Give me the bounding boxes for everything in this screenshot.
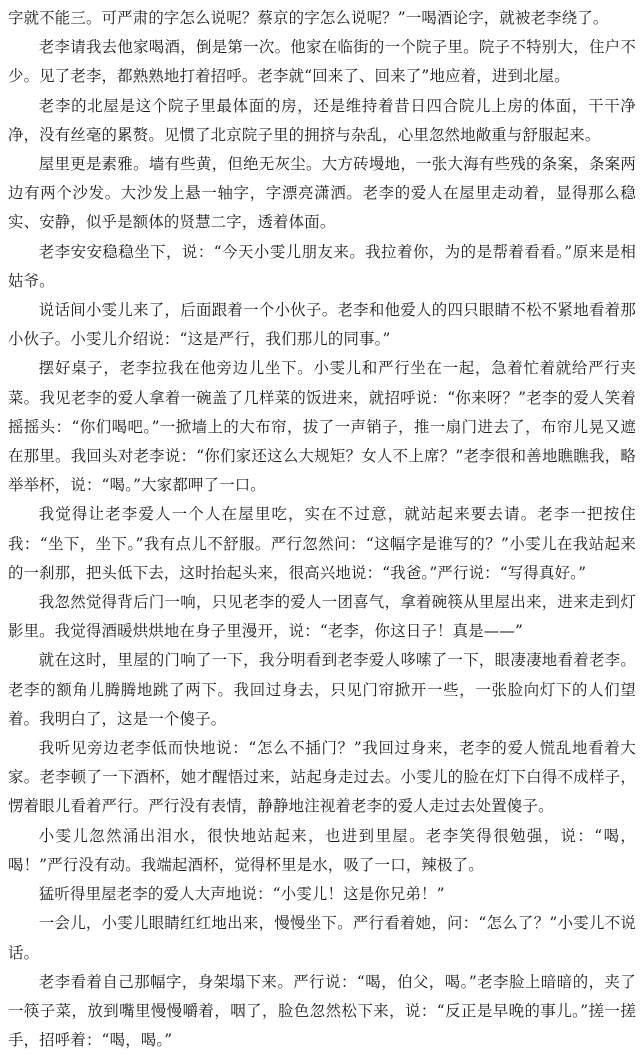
paragraph: 小雯儿忽然涌出泪水，很快地站起来，也进到里屋。老李笑得很勉强，说：“喝，喝！”严行没有动。我端起酒杯，觉得杯里是水，吸了一口，辣极了。 [8, 826, 636, 874]
paragraph: 说话间小雯儿来了，后面跟着一个小伙子。老李和他爱人的四只眼睛不松不紧地看着那小伙子。小雯儿介绍说：“这是严行，我们那儿的同事。” [8, 301, 636, 349]
paragraph: 老李看着自己那幅字，身架塌下来。严行说：“喝，伯父，喝。”老李脸上暗暗的，夹了一筷子菜，放到嘴里慢慢嚼着，咽了，脸色忽然松下来，说：“反正是早晚的事儿。”搓一搓手，招呼着：“喝，喝。” [8, 972, 636, 1050]
paragraph: 老李的北屋是这个院子里最体面的房，还是维持着昔日四合院儿上房的体面，干干净净，没有丝毫的累赘。见惯了北京院子里的拥挤与杂乱，心里忽然地敞重与舒服起来。 [8, 96, 636, 144]
paragraph: 我觉得让老李爱人一个人在屋里吃，实在不过意，就站起来要去请。老李一把按住我：“坐下，坐下。”我有点儿不舒服。严行忽然问：“这幅字是谁写的？”小雯儿在我站起来的一刹那，把头低下去，这时抬起头来，很高兴地说：“我爸。”严行说：“写得真好。” [8, 505, 636, 582]
paragraph: 字就不能三。可严肃的字怎么说呢？蔡京的字怎么说呢？”一喝酒论字，就被老李绕了。 [8, 9, 609, 27]
paragraph: 猛听得里屋老李的爱人大声地说：“小雯儿！这是你兄弟！” [38, 885, 445, 904]
paragraph: 老李安安稳稳坐下，说：“今天小雯儿朋友来。我拉着你，为的是帮着看看。”原来是相姑爷。 [8, 242, 636, 290]
article-page [8, 4, 636, 1055]
paragraph: 就在这时，里屋的门响了一下，我分明看到老李爱人哆嗦了一下，眼凄凄地看着老李。老李的额角儿腾腾地跳了两下。我回过身去，只见门帘掀开一些，一张脸向灯下的人们望着。我明白了，这是一个傻子。 [8, 651, 636, 728]
paragraph: 摆好桌子，老李拉我在他旁边儿坐下。小雯儿和严行坐在一起，急着忙着就给严行夹菜。我见老李的爱人拿着一碗盖了几样菜的饭进来，就招呼说：“你来呀？”老李的爱人笑着摇摇头：“你们喝吧。”一掀墙上的大布帘，拔了一声销子，推一扇门进去了，布帘儿晃又遮在那里。我回头对老李说：“你们家还这么大规矩？女人不上席？”老李很和善地瞧瞧我，略举举杯，说：“喝。”大家都呷了一口。 [8, 359, 636, 495]
paragraph: 老李请我去他家喝酒，倒是第一次。他家在临街的一个院子里。院子不特别大，住户不少。见了老李，都熟熟地打着招呼。老李就“回来了、回来了”地应着，进到北屋。 [8, 38, 636, 86]
paragraph: 一会儿，小雯儿眼睛红红地出来，慢慢坐下。严行看着她，问：“怎么了？”小雯儿不说话。 [8, 914, 636, 962]
paragraph: 屋里更是素雅。墙有些黄，但绝无灰尘。大方砖墁地，一张大海有些残的条案，条案两边有两个沙发。大沙发上悬一轴字，字漂亮潇洒。老李的爱人在屋里走动着，显得那么稳实、安静，似乎是额体的贤慧二字，透着体面。 [8, 155, 636, 232]
paragraph: 我忽然觉得背后门一响，只见老李的爱人一团喜气，拿着碗筷从里屋出来，进来走到灯影里。我觉得酒暖烘烘地在身子里漫开，说：“老李，你这日子！真是——” [8, 593, 636, 641]
paragraph: 我听见旁边老李低而快地说：“怎么不插门？”我回过身来，老李的爱人慌乱地看着大家。老李顿了一下酒杯，她才醒悟过来，站起身走过去。小雯儿的脸在灯下白得不成样子，愣着眼儿看着严行。严行没有表情，静静地注视着老李的爱人走过去处置傻子。 [8, 739, 636, 816]
